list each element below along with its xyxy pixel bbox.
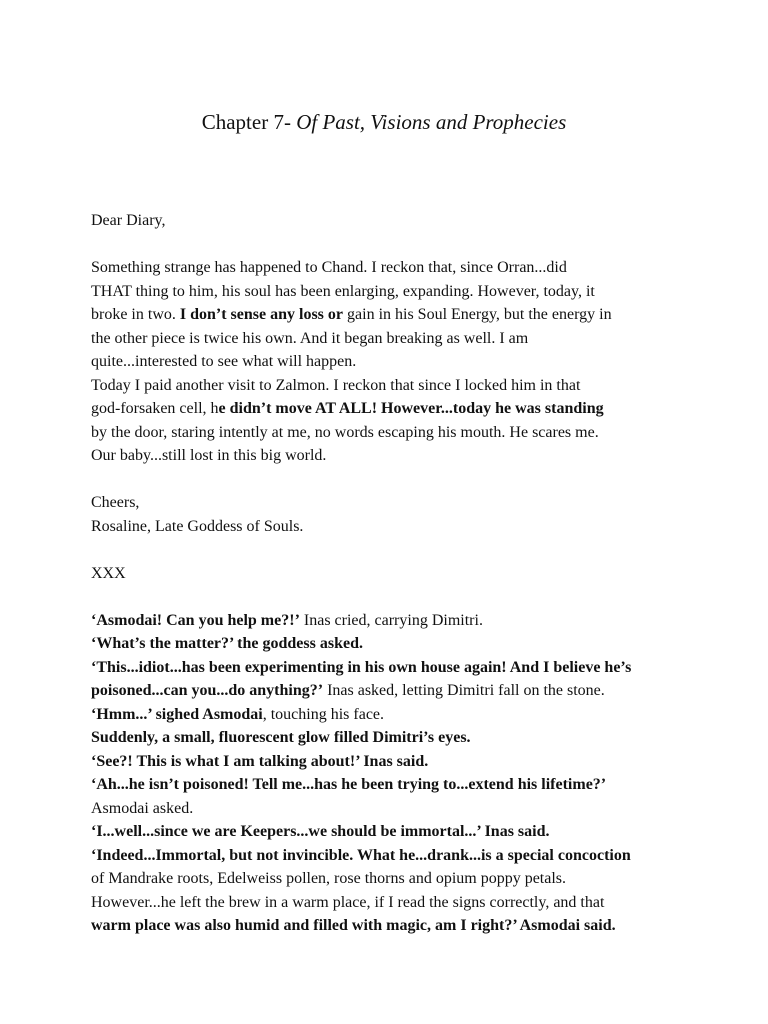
text-run: gain in his Soul Energy, but the energy in	[343, 306, 612, 323]
bold-text-run: e didn’t move AT ALL! However...today he was standing	[218, 400, 604, 417]
text-line	[91, 327, 691, 351]
text-line	[91, 867, 691, 891]
text-line	[91, 844, 691, 868]
text-run: THAT thing to him, his soul has been enlarging, expanding. However, today, it	[91, 282, 595, 300]
bold-text-run: I don’t sense any loss or	[179, 306, 344, 323]
text-run: Asmodai asked.	[91, 799, 194, 817]
text-run: ‘What’s the matter?’ the goddess asked.	[91, 635, 363, 652]
text-line	[91, 421, 691, 445]
text-line	[91, 726, 691, 750]
text-run: Suddenly, a small, fluorescent glow filled Dimitri’s eyes.	[91, 729, 471, 746]
blank-line	[91, 538, 691, 562]
text-run: ‘Indeed...Immortal, but not invincible. What he...drank...is a special concoction	[91, 846, 631, 864]
text-run: by the door, staring intently at me, no words escaping his mouth. He scares me.	[91, 423, 599, 441]
scene-separator: XXX	[91, 564, 126, 582]
text-line	[91, 750, 691, 774]
text-line	[91, 397, 691, 421]
text-line	[91, 656, 691, 680]
dialogue-section	[91, 609, 691, 938]
text-line	[91, 679, 691, 703]
text-line	[91, 773, 691, 797]
text-line	[91, 820, 691, 844]
text-run: god-forsaken cell, h	[91, 400, 219, 417]
text-run: ‘Ah...he isn’t poisoned! Tell me...has he been trying to...extend his lifetime?’	[91, 776, 607, 793]
text-line	[91, 891, 691, 915]
diary-salutation: Dear Diary,	[91, 212, 166, 229]
blank-line	[91, 233, 691, 257]
text-run: Inas asked, letting Dimitri fall on the stone.	[323, 682, 605, 699]
text-line	[91, 280, 691, 304]
text-run: ‘I...well...since we are Keepers...we should be immortal...’ Inas said.	[91, 823, 550, 840]
bold-text-run: poisoned...can you...do anything?’	[91, 682, 324, 699]
bold-text-run: ‘Asmodai! Can you help me?!’	[91, 611, 300, 629]
text-line	[91, 914, 691, 938]
diary-closing: Cheers,	[91, 494, 140, 511]
text-line	[91, 797, 691, 821]
chapter-subtitle: Of Past, Visions and Prophecies	[296, 110, 567, 134]
chapter-title	[0, 108, 768, 136]
text-run: Something strange has happened to Chand. I reckon that, since Orran...did	[91, 259, 567, 276]
diary-signature: Rosaline, Late Goddess of Souls.	[91, 517, 304, 535]
text-line	[91, 374, 691, 398]
text-run: broke in two.	[91, 306, 180, 323]
text-run: , touching his face.	[262, 705, 385, 723]
text-run: ‘This...idiot...has been experimenting in his own house again! And I believe he’s	[91, 658, 632, 676]
bold-text-run: ‘Hmm...’ sighed Asmodai	[91, 705, 263, 723]
text-line	[91, 632, 691, 656]
text-run: ‘See?! This is what I am talking about!’ Inas said.	[91, 752, 429, 770]
text-run: Inas cried, carrying Dimitri.	[299, 611, 483, 629]
text-line	[91, 303, 691, 327]
text-line	[91, 703, 691, 727]
text-line	[91, 444, 691, 468]
blank-line	[91, 585, 691, 609]
chapter-body	[91, 209, 691, 938]
text-run: the other piece is twice his own. And it began breaking as well. I am	[91, 329, 529, 347]
chapter-number: Chapter 7-	[201, 110, 297, 134]
text-run: warm place was also humid and filled with magic, am I right?’ Asmodai said.	[91, 917, 616, 934]
text-run: quite...interested to see what will happen.	[91, 353, 357, 370]
diary-paragraph	[91, 256, 691, 468]
text-line	[91, 350, 691, 374]
text-run: of Mandrake roots, Edelweiss pollen, rose thorns and opium poppy petals.	[91, 870, 567, 887]
text-run: Our baby...still lost in this big world.	[91, 447, 327, 464]
blank-line	[91, 468, 691, 492]
text-run: However...he left the brew in a warm place, if I read the signs correctly, and that	[91, 893, 605, 911]
text-line	[91, 609, 691, 633]
text-line	[91, 256, 691, 280]
text-run: Today I paid another visit to Zalmon. I reckon that since I locked him in that	[91, 376, 581, 394]
